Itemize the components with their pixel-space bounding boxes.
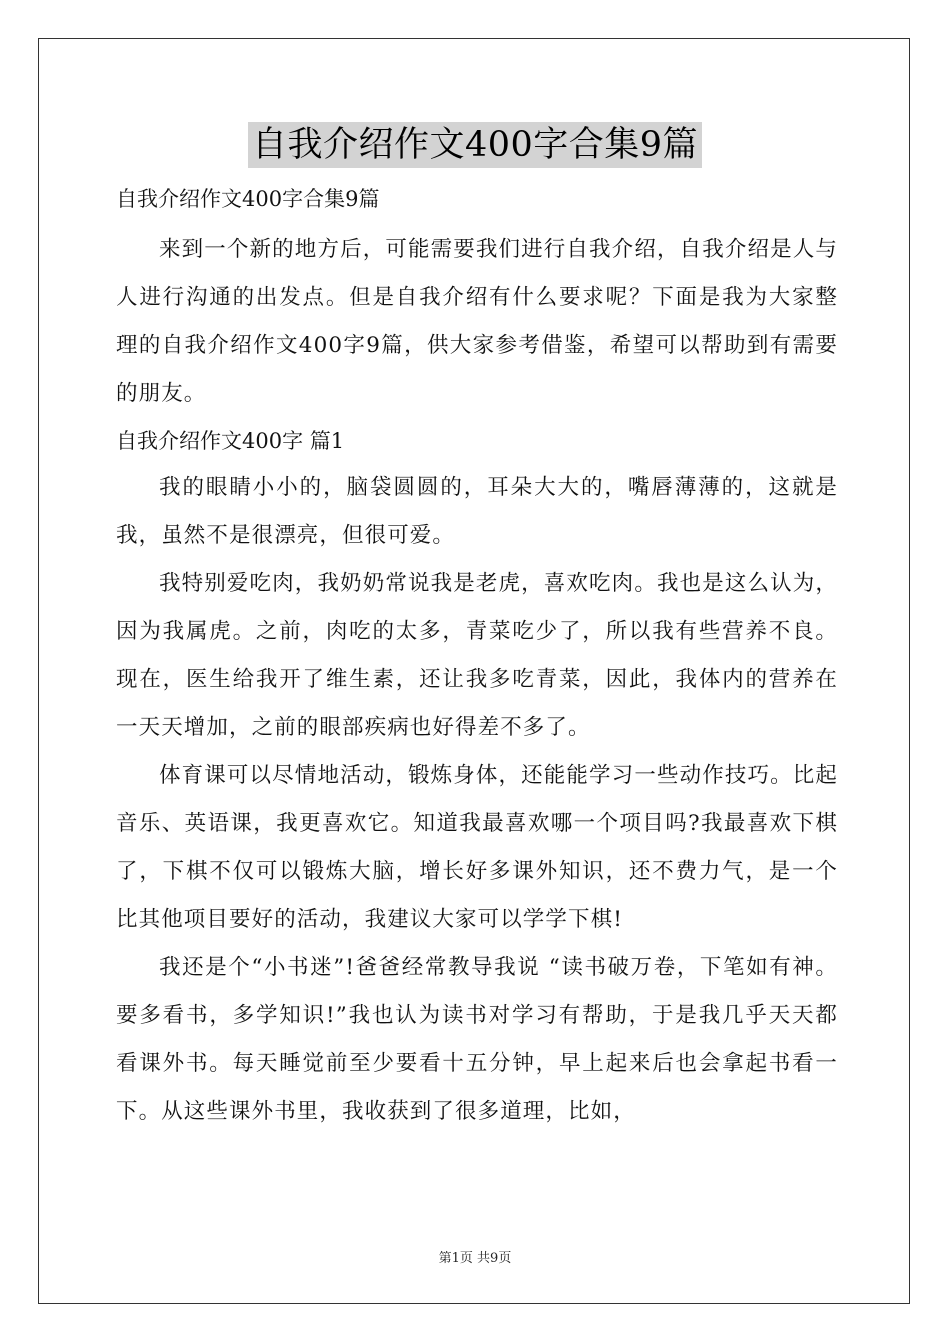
- intro-paragraph: 来到一个新的地方后，可能需要我们进行自我介绍，自我介绍是人与人进行沟通的出发点。但是自我介绍有什么要求呢？下面是我为大家整理的自我介绍作文400字9篇，供大家参考借鉴，希望可以帮助到有需要的朋友。: [116, 237, 838, 406]
- section-heading: 自我介绍作文400字 篇1: [116, 429, 345, 453]
- document-title: 自我介绍作文400字合集9篇: [248, 122, 702, 168]
- body-paragraph-3: 体育课可以尽情地活动，锻炼身体，还能能学习一些动作技巧。比起音乐、英语课，我更喜欢它。知道我最喜欢哪一个项目吗?我最喜欢下棋了，下棋不仅可以锻炼大脑，增长好多课外知识，还不费力气，是一个比其他项目要好的活动，我建议大家可以学学下棋!: [116, 763, 838, 932]
- body-paragraph-1: 我的眼睛小小的，脑袋圆圆的，耳朵大大的，嘴唇薄薄的，这就是我，虽然不是很漂亮，但很可爱。: [116, 475, 838, 548]
- document-body: [116, 176, 838, 1136]
- document-subtitle: 自我介绍作文400字合集9篇: [116, 187, 380, 211]
- body-paragraph-4: 我还是个“小书迷”!爸爸经常教导我说 “读书破万卷，下笔如有神。要多看书，多学知识!”我也认为读书对学习有帮助，于是我几乎天天都看课外书。每天睡觉前至少要看十五分钟，早上起来后也会拿起书看一下。从这些课外书里，我收获到了很多道理，比如，: [116, 955, 838, 1124]
- body-paragraph-2: 我特别爱吃肉，我奶奶常说我是老虎，喜欢吃肉。我也是这么认为，因为我属虎。之前，肉吃的太多，青菜吃少了，所以我有些营养不良。现在，医生给我开了维生素，还让我多吃青菜，因此，我体内的营养在一天天增加，之前的眼部疾病也好得差不多了。: [116, 571, 838, 740]
- title-container: [0, 122, 950, 168]
- page-footer: 第1页 共9页: [438, 1251, 512, 1266]
